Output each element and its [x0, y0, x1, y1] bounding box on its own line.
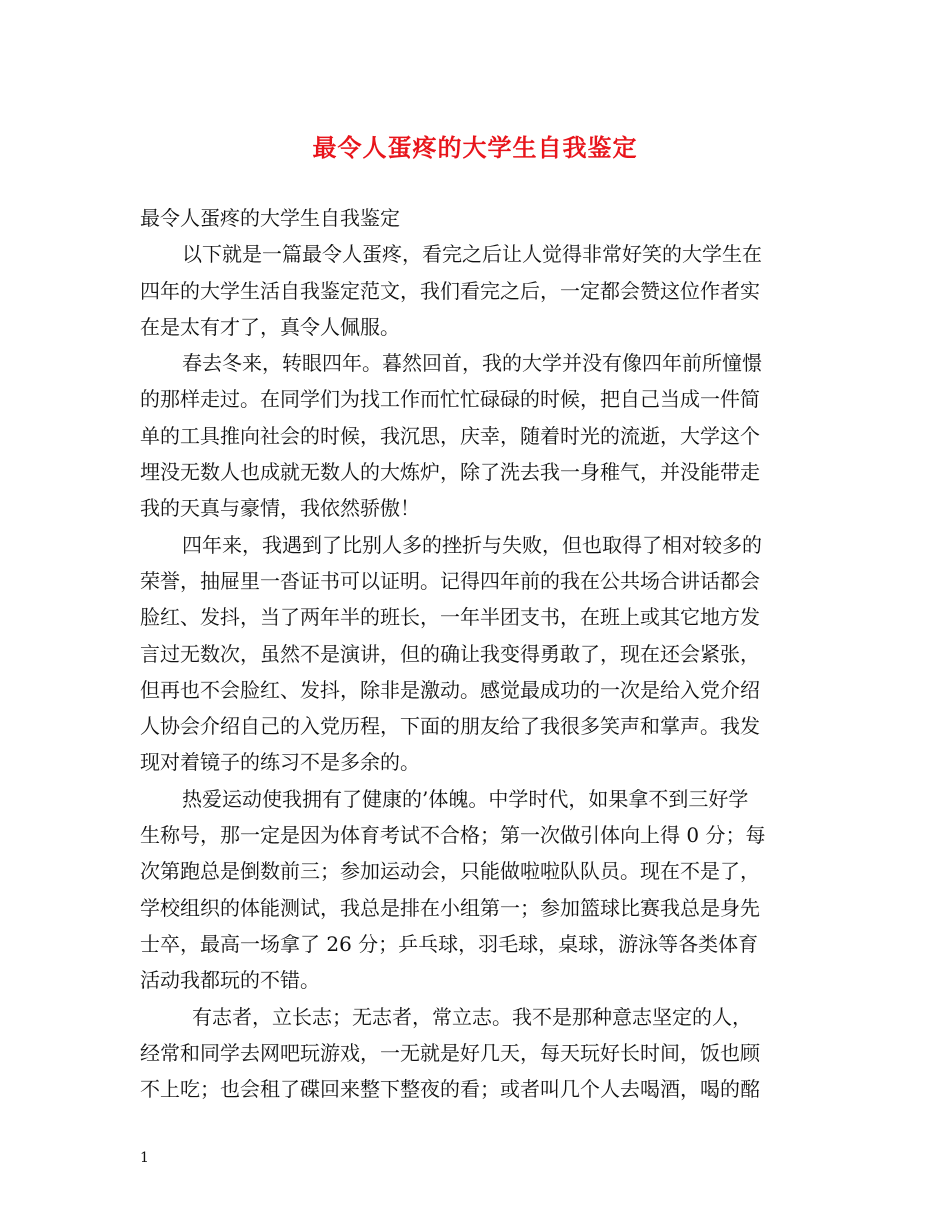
body-line: 四年的大学生活自我鉴定范文，我们看完之后，一定都会赞这位作者实: [140, 278, 760, 303]
body-line: 脸红、发抖，当了两年半的班长，一年半团支书，在班上或其它地方发: [140, 605, 760, 630]
body-line: 的那样走过。在同学们为找工作而忙忙碌碌的时候，把自己当成一件简: [140, 387, 760, 412]
body-line: 荣誉，抽屉里一沓证书可以证明。记得四年前的我在公共场合讲话都会: [140, 568, 760, 593]
body-line: 言过无数次，虽然不是演讲，但的确让我变得勇敢了，现在还会紧张，: [140, 641, 760, 666]
body-line: 在是太有才了，真令人佩服。: [140, 314, 400, 339]
page-number: 1: [140, 1150, 149, 1166]
body-line: 士卒，最高一场拿了 26 分；乒乓球，羽毛球，桌球，游泳等各类体育: [140, 931, 759, 956]
body-line: 现对着镜子的练习不是多余的。: [140, 750, 420, 775]
body-line: 有志者，立长志；无志者，常立志。我不是那种意志坚定的人，: [192, 1004, 752, 1029]
body-line: 春去冬来，转眼四年。暮然回首，我的大学并没有像四年前所憧憬: [182, 351, 762, 376]
body-line: 单的工具推向社会的时候，我沉思，庆幸，随着时光的流逝，大学这个: [140, 423, 760, 448]
body-line: 四年来，我遇到了比别人多的挫折与失败，但也取得了相对较多的: [182, 532, 762, 557]
document-body: [140, 200, 812, 1107]
body-line: 最令人蛋疼的大学生自我鉴定: [140, 206, 400, 230]
body-line: 生称号，那一定是因为体育考试不合格；第一次做引体向上得 0 分；每: [140, 823, 766, 848]
body-line: 经常和同学去网吧玩游戏，一无就是好几天，每天玩好长时间，饭也顾: [140, 1040, 760, 1065]
body-line: 埋没无数人也成就无数人的大炼炉，除了洗去我一身稚气，并没能带走: [140, 460, 760, 485]
document-title: 最令人蛋疼的大学生自我鉴定: [312, 133, 638, 162]
body-line: 不上吃；也会租了碟回来整下整夜的看；或者叫几个人去喝酒，喝的酩: [140, 1077, 760, 1102]
body-line: 热爱运动使我拥有了健康的’体魄。中学时代，如果拿不到三好学: [182, 786, 749, 811]
body-line: 但再也不会脸红、发抖，除非是激动。感觉最成功的一次是给入党介绍: [140, 677, 760, 702]
body-line: 活动我都玩的不错。: [140, 968, 320, 993]
body-line: 人协会介绍自己的入党历程，下面的朋友给了我很多笑声和掌声。我发: [140, 714, 760, 739]
body-line: 学校组织的体能测试，我总是排在小组第一；参加篮球比赛我总是身先: [140, 895, 760, 920]
body-line: 次第跑总是倒数前三；参加运动会，只能做啦啦队队员。现在不是了，: [140, 859, 760, 884]
body-line: 以下就是一篇最令人蛋疼，看完之后让人觉得非常好笑的大学生在: [182, 242, 762, 267]
body-line: 我的天真与豪情，我依然骄傲！: [140, 496, 420, 521]
